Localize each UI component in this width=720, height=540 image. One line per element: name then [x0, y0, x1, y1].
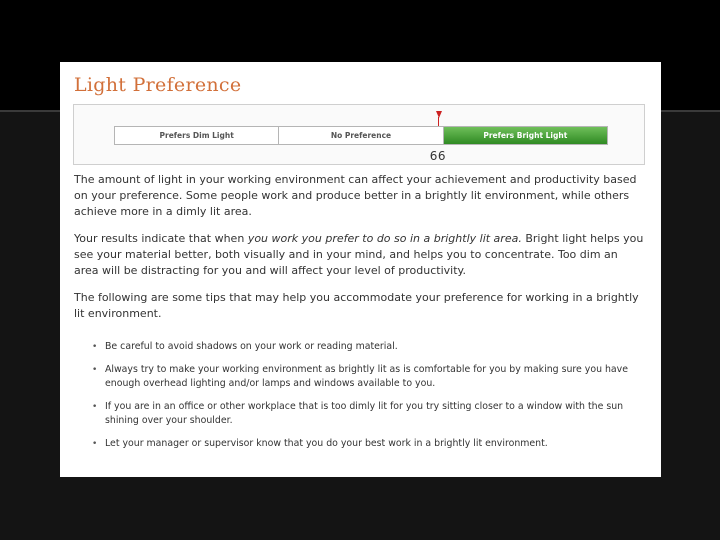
- report-card: [60, 62, 661, 477]
- tip-text: Always try to make your working environment as brightly lit as is comfortable for you by making sure you have enough overhead lighting and/or lamps and windows available to you.: [105, 364, 628, 389]
- score-value: 66: [429, 149, 446, 163]
- preference-scale: [73, 104, 645, 165]
- list-item: [90, 363, 635, 391]
- bullet-icon: •: [92, 439, 98, 449]
- tip-text: If you are in an office or other workplace that is too dimly lit for you try sitting closer to a window with the sun shining over your shoulder.: [105, 401, 624, 426]
- list-item: [90, 400, 635, 428]
- tips-intro-paragraph: The following are some tips that may help you accommodate your preference for working in a brightly lit environment.: [74, 291, 639, 320]
- scale-segment-dim: Prefers Dim Light: [115, 127, 279, 144]
- section-title: Light Preference: [74, 74, 242, 96]
- scale-bar: [114, 126, 608, 145]
- results-text-start: Your results indicate that when: [74, 232, 248, 245]
- list-item: [90, 340, 635, 354]
- score-marker-stem: [438, 117, 439, 126]
- bullet-icon: •: [92, 402, 98, 412]
- tip-text: Let your manager or supervisor know that you do your best work in a brightly lit environment.: [105, 438, 548, 449]
- scale-segment-none: No Preference: [279, 127, 443, 144]
- list-item: [90, 437, 635, 451]
- scale-segment-bright: Prefers Bright Light: [444, 127, 607, 144]
- tip-text: Be careful to avoid shadows on your work or reading material.: [105, 341, 398, 352]
- intro-paragraph: The amount of light in your working environment can affect your achievement and productivity based on your preference. Some people work and produce better in a brightly lit environment, while others achieve more in a dimly lit area.: [74, 173, 637, 218]
- bullet-icon: •: [92, 342, 98, 352]
- results-text-end: Bright light helps you see your material better, both visually and in your mind, and helps you to concentrate. Too dim an area will be distracting for you and will affect your level of productivity.: [74, 232, 644, 277]
- tips-list: [90, 340, 635, 460]
- results-paragraph: [74, 231, 644, 279]
- results-emphasis: you work you prefer to do so in a brightly lit area.: [247, 232, 522, 245]
- bullet-icon: •: [92, 365, 98, 375]
